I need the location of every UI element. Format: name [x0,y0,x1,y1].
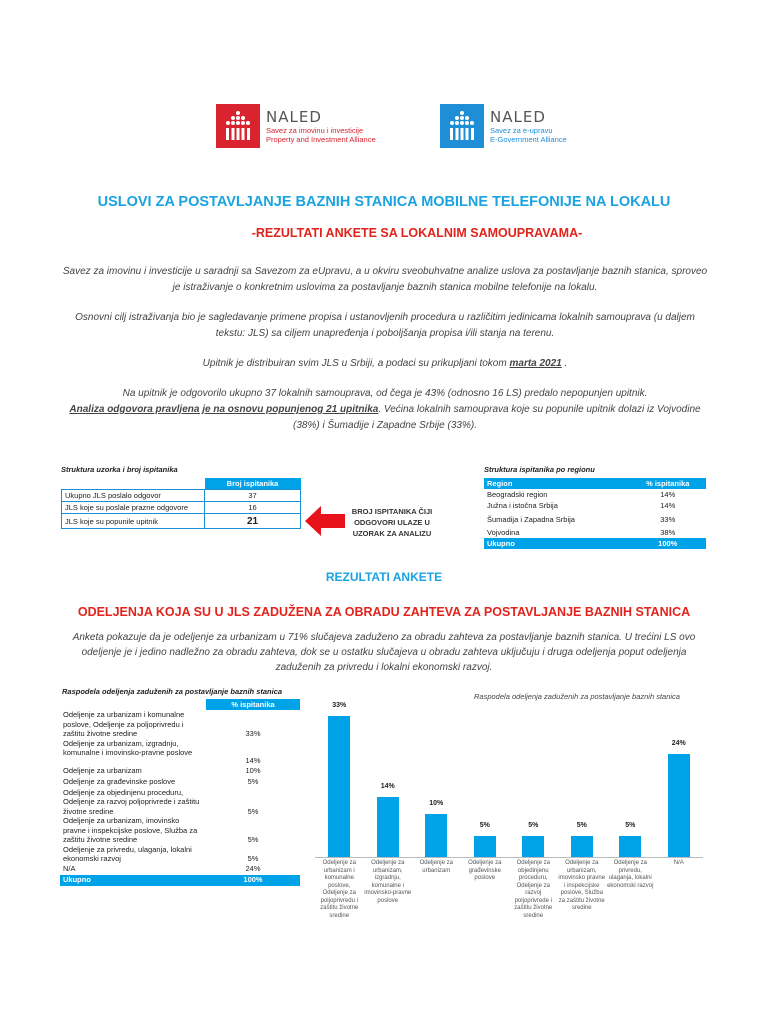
chart-category-label: Odeljenje za objedinjenu proceduru, Odeljenje za razvoj poljoprivrede i zaštitu životne sredine [514,860,553,919]
region-header: Region [487,479,513,488]
table-row [484,500,706,511]
intro-paragraph-1: Savez za imovinu i investicije u saradnji sa Savezom za eUpravu, a u okviru sveobuhvatne analize uslova za postavljanje baznih stanica, sproveo je istraživanje o konkretnim uslovima za postavljanje baznih stanica mobilne telefonije na lokalu. [62,266,708,293]
row-label: Ukupno JLS poslalo odgovor [62,490,205,502]
row-value: 14% [245,756,261,765]
row-value: 10% [245,766,261,776]
sample-table-caption: Struktura uzorka i broj ispitanika [61,465,178,474]
row-label: Odeljenje za građevinske poslove [63,777,176,787]
dept-table-header: % ispitanika [206,699,300,710]
chart-bar [425,814,447,857]
sample-table [61,478,301,529]
row-value: 16 [205,502,301,514]
chart-data-label: 33% [332,701,347,709]
naled-egov-logo [440,104,567,148]
section-text: Anketa pokazuje da je odeljenje za urbanizam u 71% slučajeva zaduženo za obradu zahteva za postavljanje baznih stanica. U trećini LS ovo odeljenje je i jedino nadležno za obradu zahteva, dok se u ostatku slučajeva u obradu zahteva uključuju i druga odeljenja poput odeljenja zaduženih za privredu i lokalni ekonomski razvoj. [72,632,696,673]
chart-category-label: Odeljenje za urbanizam, izgradnju, komunalne i imovinsko-pravne poslove [364,860,412,904]
table-row [60,739,300,766]
row-label: JLS koje su popunile upitnik [62,514,205,529]
total-label: Ukupno [487,539,515,548]
row-label: JLS koje su poslale prazne odgovore [62,502,205,514]
row-value: 14% [660,501,676,510]
table-row [60,788,300,817]
row-value: 33% [245,729,261,738]
naled-red-logo-icon [216,104,260,148]
dept-table-blank [60,699,206,710]
p4-rest: . Većina lokalnih samouprava koje su popunile upitnik dolazi iz Vojvodine (38%) i Šumadije i Zapadne Srbije (33%). [293,404,701,431]
logo-brand: NALED [266,108,322,126]
logo-line1: Savez za imovinu i investicije [266,126,364,135]
table-row [484,489,706,500]
pct-header: % ispitanika [646,479,690,488]
chart-bar [619,836,641,857]
table-row [60,816,300,845]
chart-title: Raspodela odeljenja zaduženih za postavljanje baznih stanica [474,692,680,701]
row-label: Odeljenje za urbanizam i komunalne poslove, Odeljenje za poljoprivredu i zaštitu životne sredine [63,710,185,738]
row-label: Odeljenje za privredu, ulaganja, lokalni ekonomski razvoj [63,844,192,863]
naled-blue-logo-icon [440,104,484,148]
p3-date: marta 2021 [509,358,562,369]
intro-paragraph-4 [60,386,710,434]
p4-emphasis: Analiza odgovora pravljena je na osnovu popunjenog 21 upitnika [69,404,379,415]
total-value: 100% [658,539,678,548]
logo-line2: E-Government Alliance [490,135,567,144]
row-value: 5% [247,835,259,844]
chart-data-label: 10% [429,800,444,808]
table-row [60,864,300,875]
row-label: Šumadija i Zapadna Srbija [487,514,575,524]
chart-data-label: 5% [528,821,539,829]
p3-end: . [564,358,568,369]
chart-category-label: N/A [673,860,684,866]
intro-paragraph-3 [60,356,710,372]
row-label: Odeljenje za urbanizam [63,766,142,776]
row-value: 24% [245,864,261,874]
sample-table-header: Broj ispitanika [205,478,301,490]
sample-table-blank [62,478,205,490]
chart-data-label: 24% [671,740,686,748]
region-table [484,478,706,549]
arrow-note: BROJ ISPITANIKA ČIJI ODGOVORI ULAZE U UZORAK ZA ANALIZU [351,507,433,538]
row-value: 5% [247,806,259,816]
row-value: 21 [205,514,301,529]
row-label: Vojvodina [487,528,520,537]
table-row [60,777,300,788]
table-row [484,511,706,527]
total-row [60,875,300,886]
intro-paragraph-2: Osnovni cilj istraživanja bio je sagledavanje primene propisa i ustanovljenih procedura u različitim jedinicama lokalnih samouprava (u daljem tekstu: JLS) sa ciljem unapređenja i poboljšanja propisa i/ili stanja na terenu. [75,312,695,339]
total-row [484,538,706,549]
page-title: USLOVI ZA POSTAVLJANJE BAZNIH STANICA MOBILNE TELEFONIJE NA LOKALU [97,194,671,210]
dept-table-caption: Raspodela odeljenja zaduženih za postavljanje baznih stanica [62,687,283,696]
row-label: Odeljenje za urbanizam, izgradnju, komunalne i imovinsko-pravne poslove [63,738,193,757]
naled-property-logo [216,104,376,148]
dept-table [60,699,300,886]
table-row [60,845,300,864]
chart-data-label: 14% [380,783,395,790]
x-axis-line [315,857,703,858]
row-value: 37 [205,490,301,502]
logo-line2: Property and Investment Alliance [266,135,376,144]
chart-data-label: 5% [479,821,490,829]
chart-bar [571,836,593,857]
table-row [62,502,301,514]
p4-text: Na upitnik je odgovorilo ukupno 37 lokalnih samouprava, od čega je 43% (odnosno 16 LS) predalo nepopunjen upitnik. [122,388,648,399]
row-value: 14% [660,490,676,499]
row-label: N/A [63,864,76,874]
row-value: 5% [247,777,259,787]
row-label: Južna i istočna Srbija [487,501,558,510]
chart-bar [474,836,496,857]
section-heading: ODELJENJA KOJA SU U JLS ZADUŽENA ZA OBRADU ZAHTEVA ZA POSTAVLJANJE BAZNIH STANICA [77,605,691,619]
region-table-caption: Struktura ispitanika po regionu [484,465,595,474]
chart-category-label: Odeljenje za urbanizam, imovinsko pravne i inspekcijske poslove, Služba za zaštitu životne sredine [558,860,606,911]
p3-text: Upitnik je distribuiran svim JLS u Srbiji, a podaci su prikupljani tokom [202,358,507,369]
table-row [60,710,300,739]
bar-chart [315,690,715,930]
logo-line1: Savez za e-upravu [490,126,553,135]
row-label: Beogradski region [487,490,548,499]
row-label: Odeljenje za objedinjenu proceduru, Odeljenje za razvoj poljoprivrede i zaštitu životne sredine [63,787,200,816]
chart-category-label: Odeljenje za urbanizam i komunalne poslove, Odeljenje za poljoprivredu i zaštitu životne sredine [320,860,359,919]
table-row [62,490,301,502]
chart-bar [377,797,399,857]
logo-brand: NALED [490,108,546,126]
chart-category-label: Odeljenje za urbanizam [419,860,453,874]
chart-category-label: Odeljenje za privredu, ulaganja, lokalni ekonomski razvoj [607,860,654,889]
row-value: 33% [660,514,676,524]
chart-bar [668,754,690,857]
chart-category-label: Odeljenje za građevinske poslove [468,860,502,881]
table-row [62,514,301,529]
red-arrow-icon [305,504,345,538]
total-value: 100% [243,875,263,885]
total-label: Ukupno [63,875,91,885]
row-label: Odeljenje za urbanizam, imovinsko pravne i inspekcijske poslove, Služba za zaštitu životne sredine [63,816,198,844]
chart-bar [522,836,544,857]
table-row [60,766,300,777]
chart-bar [328,716,350,857]
chart-data-label: 5% [625,821,636,829]
row-value: 5% [247,854,259,863]
page-subtitle: -REZULTATI ANKETE SA LOKALNIM SAMOUPRAVAMA- [251,226,583,240]
table-row [484,527,706,538]
chart-data-label: 5% [576,821,587,829]
results-heading: REZULTATI ANKETE [325,570,443,584]
row-value: 38% [660,528,676,537]
